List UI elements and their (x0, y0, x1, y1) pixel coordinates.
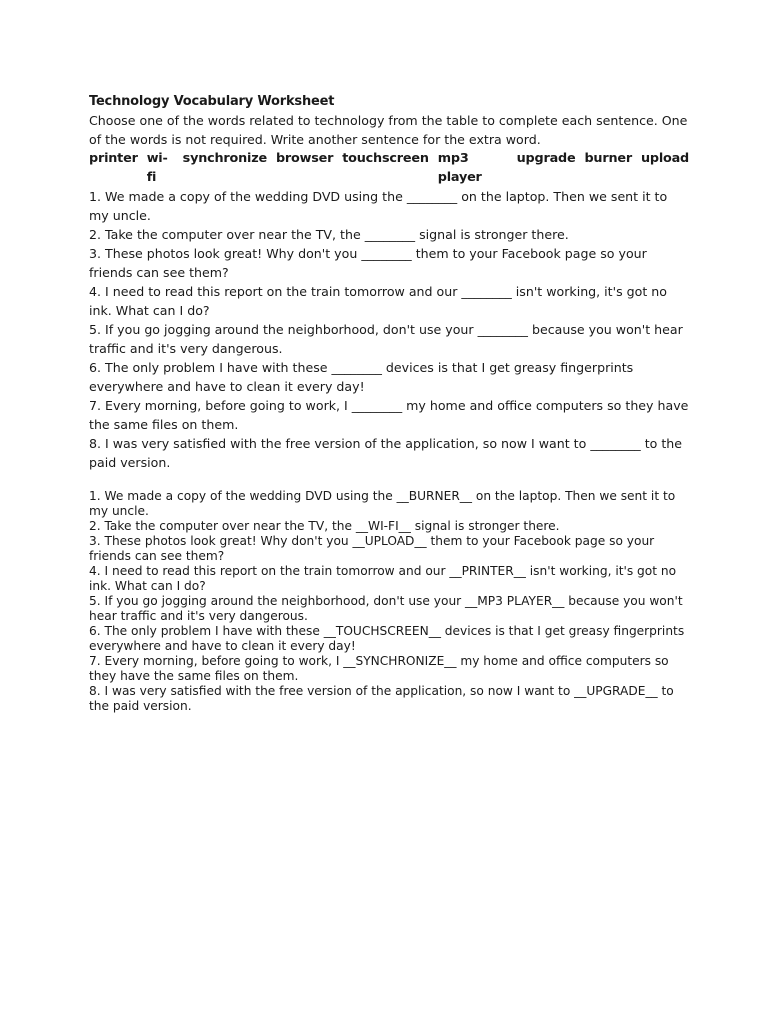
question-item: 6. The only problem I have with these ________ devices is that I get greasy fingerprints everywhere and have to clean it every day! (89, 360, 634, 394)
question-item: 1. We made a copy of the wedding DVD using the ________ on the laptop. Then we sent it to my uncle. (89, 189, 668, 223)
answer-item: 3. These photos look great! Why don't you __UPLOAD__ them to your Facebook page so your friends can see them? (89, 534, 655, 563)
question-item: 4. I need to read this report on the train tomorrow and our ________ isn't working, it's got no ink. What can I do? (89, 284, 667, 318)
section-spacer (89, 472, 689, 489)
worksheet-page (89, 92, 689, 714)
answer-item: 6. The only problem I have with these __TOUCHSCREEN__ devices is that I get greasy fingerprints everywhere and have to clean it every day! (89, 624, 685, 653)
word-bank (89, 149, 689, 187)
question-item: 3. These photos look great! Why don't you ________ them to your Facebook page so your friends can see them? (89, 246, 647, 280)
answer-item: 4. I need to read this report on the train tomorrow and our __PRINTER__ isn't working, it's got no ink. What can I do? (89, 564, 677, 593)
question-item: 2. Take the computer over near the TV, the ________ signal is stronger there. (89, 227, 569, 242)
question-list (89, 187, 689, 472)
word-bank-item: upgrade (516, 151, 576, 166)
question-item: 5. If you go jogging around the neighborhood, don't use your ________ because you won't hear traffic and it's very dangerous. (89, 322, 683, 356)
answer-item: 5. If you go jogging around the neighborhood, don't use your __MP3 PLAYER__ because you won't hear traffic and it's very dangerous. (89, 594, 683, 623)
word-bank-item: mp3 player (437, 151, 482, 185)
answer-item: 7. Every morning, before going to work, I __SYNCHRONIZE__ my home and office computers so they have the same files on them. (89, 654, 669, 683)
answer-item: 2. Take the computer over near the TV, the __WI-FI__ signal is stronger there. (89, 519, 560, 533)
word-bank-item: burner (584, 151, 632, 166)
word-bank-item: synchronize (182, 151, 267, 166)
answer-item: 8. I was very satisfied with the free version of the application, so now I want to __UPGRADE__ to the paid version. (89, 684, 674, 713)
instructions: Choose one of the words related to technology from the table to complete each sentence. One of the words is not required. Write another sentence for the extra word. (89, 113, 688, 147)
answer-item: 1. We made a copy of the wedding DVD using the __BURNER__ on the laptop. Then we sent it to my uncle. (89, 489, 676, 518)
question-item: 8. I was very satisfied with the free version of the application, so now I want to ________ to the paid version. (89, 436, 683, 470)
page-title: Technology Vocabulary Worksheet (89, 94, 335, 109)
word-bank-item: printer (89, 151, 138, 166)
word-bank-item: touchscreen (342, 151, 429, 166)
question-item: 7. Every morning, before going to work, I ________ my home and office computers so they have the same files on them. (89, 398, 689, 432)
word-bank-item: upload (640, 151, 689, 166)
word-bank-item: wi-fi (146, 151, 168, 185)
word-bank-item: browser (275, 151, 334, 166)
answer-list (89, 489, 689, 714)
